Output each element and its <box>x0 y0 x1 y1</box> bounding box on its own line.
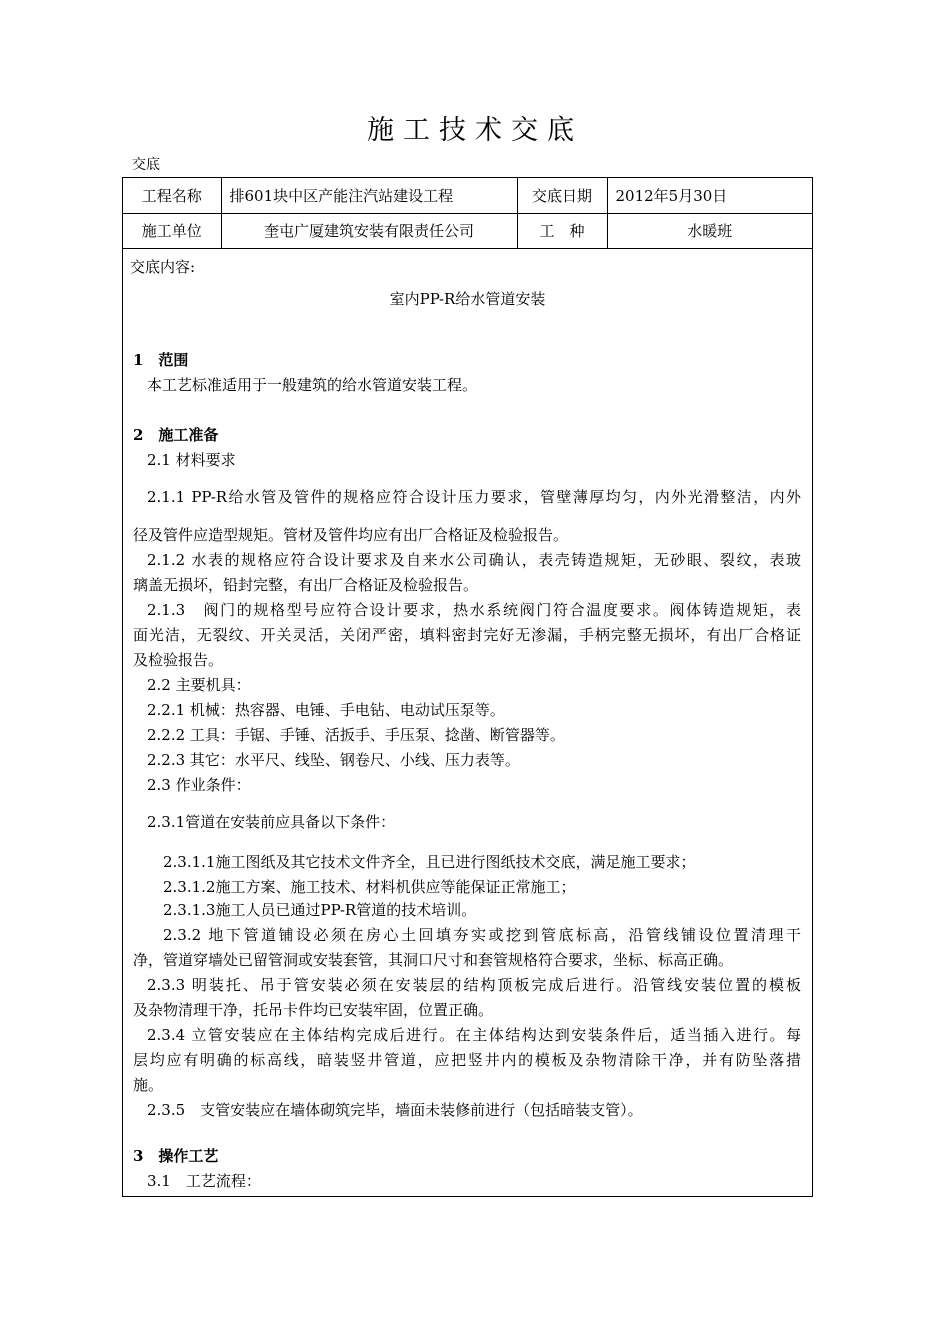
paragraph-line: 及检验报告。 <box>133 651 224 669</box>
paragraph-line: 净，管道穿墙处已留管洞或安装套管，其洞口尺寸和套管规格符合要求，坐标、标高正确。 <box>133 951 734 969</box>
paragraph-line: 2.3.5 支管安装应在墙体砌筑完毕，墙面未装修前进行（包括暗装支管）。 <box>147 1101 643 1119</box>
paragraph-line: 径及管件应造型规矩。管材及管件均应有出厂合格证及检验报告。 <box>133 526 569 544</box>
paragraph-line: 3.1 工艺流程： <box>147 1172 261 1190</box>
paragraph-line: 2.1.3 阀门的规格型号应符合设计要求，热水系统阀门符合温度要求。阀体铸造规矩，表 <box>147 601 801 619</box>
disclosure-form <box>122 177 813 1197</box>
section-heading: 3 操作工艺 <box>133 1147 219 1165</box>
paragraph-line: 2.3.1管道在安装前应具备以下条件： <box>147 813 396 831</box>
paragraph-line: 2.2.2 工具：手锯、手锤、活扳手、手压泵、捻凿、断管器等。 <box>147 726 565 744</box>
unit-value: 奎屯广厦建筑安装有限责任公司 <box>221 213 517 248</box>
disclosure-label: 交底 <box>132 157 160 173</box>
unit-label: 施工单位 <box>123 213 221 248</box>
paragraph-line: 层均应有明确的标高线，暗装竖井管道，应把竖井内的模板及杂物清除干净，并有防坠落措 <box>133 1051 801 1069</box>
section-heading: 1 范围 <box>133 351 189 369</box>
paragraph-line: 面光洁，无裂纹、开关灵活，关闭严密，填料密封完好无渗漏，手柄完整无损坏，有出厂合格证 <box>133 626 801 644</box>
project-name-label: 工程名称 <box>123 178 221 213</box>
paragraph-line: 2.3.1.3施工人员已通过PP-R管道的技术培训。 <box>163 901 477 919</box>
trade-label: 工 种 <box>517 213 607 248</box>
content-subtitle: 室内PP-R给水管道安装 <box>389 290 546 308</box>
paragraph-line: 2.2 主要机具： <box>147 676 251 694</box>
header-table <box>123 178 812 249</box>
paragraph-line: 2.3 作业条件： <box>147 776 251 794</box>
paragraph-line: 施。 <box>133 1076 164 1094</box>
date-label: 交底日期 <box>517 178 607 213</box>
paragraph-line: 2.3.4 立管安装应在主体结构完成后进行。在主体结构达到安装条件后，适当插入进行。每 <box>147 1026 801 1044</box>
trade-value: 水暖班 <box>607 213 812 248</box>
paragraph-line: 及杂物清理干净，托吊卡件均已安装牢固，位置正确。 <box>133 1001 494 1019</box>
paragraph-line: 2.3.1.2施工方案、施工技术、材料机供应等能保证正常施工； <box>163 878 576 896</box>
paragraph-line: 本工艺标准适用于一般建筑的给水管道安装工程。 <box>147 376 478 394</box>
project-name-value: 排601块中区产能注汽站建设工程 <box>221 178 517 213</box>
paragraph-line: 2.3.2 地下管道铺设必须在房心土回填夯实或挖到管底标高，沿管线铺设位置清理干 <box>163 926 801 944</box>
date-value: 2012年5月30日 <box>607 178 812 213</box>
paragraph-line: 2.1.2 水表的规格应符合设计要求及自来水公司确认，表壳铸造规矩，无砂眼、裂纹，表玻 <box>147 551 801 569</box>
document-title: 施工技术交底 <box>367 115 583 146</box>
paragraph-line: 璃盖无损坏，铅封完整，有出厂合格证及检验报告。 <box>133 576 479 594</box>
paragraph-line: 2.1.1 PP-R给水管及管件的规格应符合设计压力要求，管壁薄厚均匀，内外光滑整洁，内外 <box>147 488 801 506</box>
content-label: 交底内容: <box>130 258 196 276</box>
section-heading: 2 施工准备 <box>133 426 219 444</box>
paragraph-line: 2.2.1 机械：热容器、电锤、手电钻、电动试压泵等。 <box>147 701 505 719</box>
paragraph-line: 2.2.3 其它：水平尺、线坠、钢卷尺、小线、压力表等。 <box>147 751 520 769</box>
paragraph-line: 2.3.3 明装托、吊于管安装必须在安装层的结构顶板完成后进行。沿管线安装位置的模板 <box>147 976 801 994</box>
paragraph-line: 2.3.1.1施工图纸及其它技术文件齐全，且已进行图纸技术交底，满足施工要求； <box>163 853 696 871</box>
paragraph-line: 2.1 材料要求 <box>147 451 236 469</box>
